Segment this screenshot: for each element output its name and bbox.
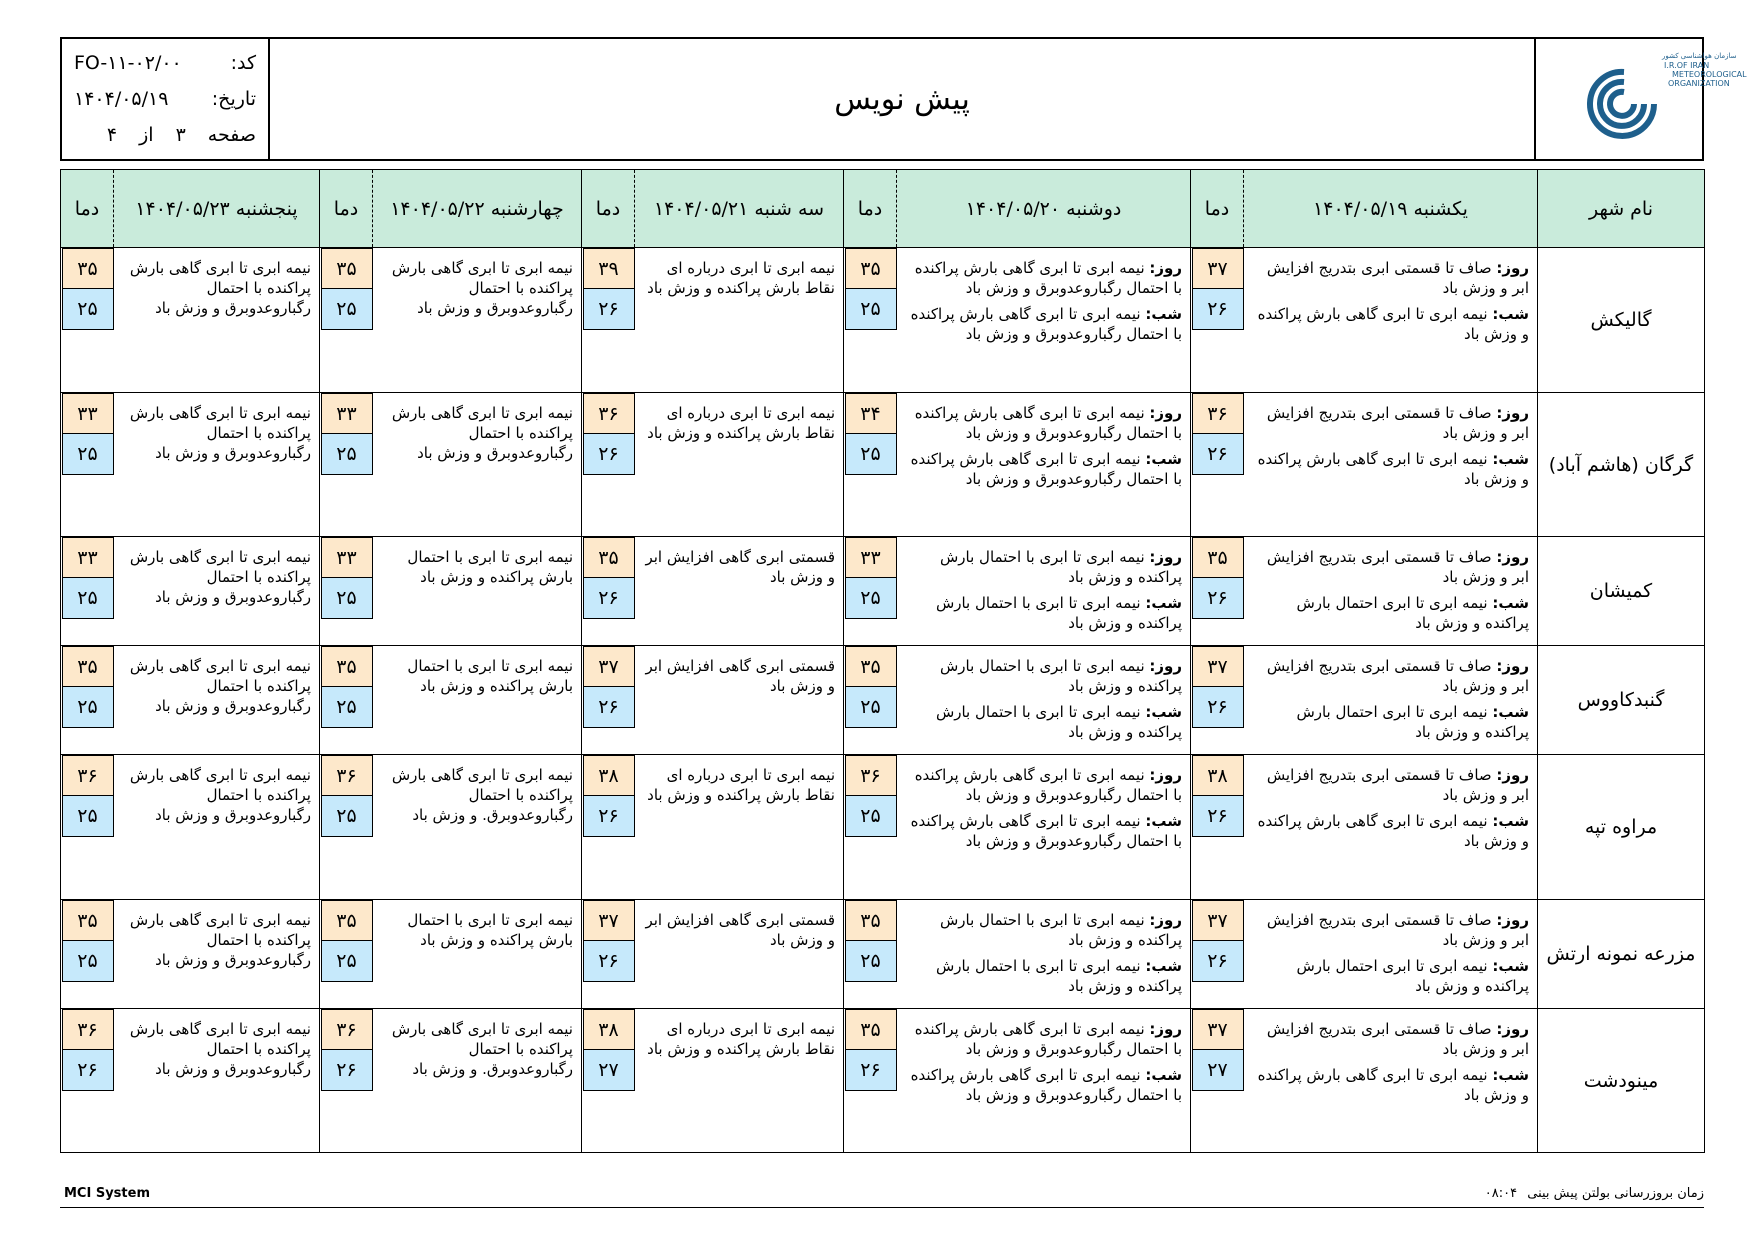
code-label: کد: xyxy=(230,52,256,74)
city-name: کمیشان xyxy=(1538,537,1705,646)
forecast-text: نیمه ابری تا ابری با احتمال بارش پراکنده و وزش باد xyxy=(407,548,573,586)
forecast-condition xyxy=(897,248,1191,393)
max-temperature: ۳۵ xyxy=(321,900,373,941)
temperature-cell xyxy=(61,248,114,393)
night-label: شب: xyxy=(1492,957,1529,975)
document-meta xyxy=(62,39,270,159)
table-header-row xyxy=(61,170,1705,248)
min-temperature: ۲۵ xyxy=(62,941,114,982)
min-temperature: ۲۶ xyxy=(583,941,635,982)
day-text: نیمه ابری تا ابری با احتمال بارش پراکنده و وزش باد xyxy=(939,911,1182,949)
forecast-text: نیمه ابری تا ابری گاهی بارش پراکنده با احتمال رگباروعدوبرق و وزش باد xyxy=(129,548,311,606)
temperature-cell xyxy=(582,755,635,900)
svg-text:I.R.OF IRAN: I.R.OF IRAN xyxy=(1664,61,1710,70)
min-temperature: ۲۶ xyxy=(1192,941,1244,982)
min-temperature: ۲۵ xyxy=(62,687,114,728)
forecast-condition xyxy=(114,537,320,646)
temperature-cell xyxy=(844,646,897,755)
night-label: شب: xyxy=(1492,450,1529,468)
night-text: نیمه ابری تا ابری احتمال بارش پراکنده و وزش باد xyxy=(1296,703,1529,741)
temperature-cell xyxy=(320,755,373,900)
forecast-text: نیمه ابری تا ابری گاهی بارش پراکنده با احتمال رگباروعدوبرق و وزش باد xyxy=(391,404,573,462)
day-label: روز: xyxy=(1496,548,1529,566)
svg-text:سازمان هواشناسی کشور: سازمان هواشناسی کشور xyxy=(1662,52,1737,60)
forecast-text: قسمتی ابری گاهی افزایش ابر و وزش باد xyxy=(645,548,835,586)
temperature-cell xyxy=(582,900,635,1009)
forecast-condition xyxy=(114,646,320,755)
min-temperature: ۲۵ xyxy=(321,578,373,619)
min-temperature: ۲۷ xyxy=(1192,1050,1244,1091)
temperature-cell xyxy=(320,1009,373,1153)
night-text: نیمه ابری تا ابری احتمال بارش پراکنده و وزش باد xyxy=(1296,594,1529,632)
forecast-condition xyxy=(897,646,1191,755)
min-temperature: ۲۶ xyxy=(583,578,635,619)
day-label: روز: xyxy=(1149,404,1182,422)
temperature-cell xyxy=(320,537,373,646)
night-forecast xyxy=(903,956,1183,996)
min-temperature: ۲۵ xyxy=(321,687,373,728)
forecast-condition xyxy=(373,393,582,537)
temperature-cell xyxy=(844,755,897,900)
night-text: نیمه ابری تا ابری گاهی بارش پراکنده و وزش باد xyxy=(1257,812,1529,850)
min-temperature: ۲۷ xyxy=(583,1050,635,1091)
forecast-condition xyxy=(373,248,582,393)
night-forecast xyxy=(1250,811,1530,851)
min-temperature: ۲۵ xyxy=(321,941,373,982)
night-label: شب: xyxy=(1492,703,1529,721)
max-temperature: ۳۸ xyxy=(583,755,635,796)
temperature-cell xyxy=(1191,1009,1244,1153)
day-header: یکشنبه ۱۴۰۴/۰۵/۱۹ xyxy=(1244,170,1538,248)
min-temperature: ۲۶ xyxy=(1192,434,1244,475)
temperature-cell xyxy=(844,393,897,537)
day-header: سه شنبه ۱۴۰۴/۰۵/۲۱ xyxy=(635,170,844,248)
day-header: دوشنبه ۱۴۰۴/۰۵/۲۰ xyxy=(897,170,1191,248)
forecast-condition xyxy=(897,1009,1191,1153)
temp-header: دما xyxy=(582,170,635,248)
day-forecast xyxy=(903,403,1183,443)
forecast-condition xyxy=(373,1009,582,1153)
night-label: شب: xyxy=(1492,594,1529,612)
day-forecast xyxy=(1250,1019,1530,1059)
temperature-cell xyxy=(61,646,114,755)
forecast-text: نیمه ابری تا ابری گاهی بارش پراکنده با احتمال رگباروعدوبرق و وزش باد xyxy=(129,911,311,969)
night-label: شب: xyxy=(1145,594,1182,612)
max-temperature: ۳۶ xyxy=(62,1009,114,1050)
date-label: تاریخ: xyxy=(211,88,256,110)
svg-text:ORGANIZATION: ORGANIZATION xyxy=(1668,79,1730,88)
day-text: صاف تا قسمتی ابری بتدریج افزایش ابر و وزش باد xyxy=(1266,766,1529,804)
forecast-condition xyxy=(114,393,320,537)
min-temperature: ۲۵ xyxy=(845,687,897,728)
max-temperature: ۳۸ xyxy=(1192,755,1244,796)
document-header xyxy=(60,37,1747,161)
meteorological-organization-logo-icon xyxy=(1544,44,1747,154)
day-forecast xyxy=(903,656,1183,696)
update-label: زمان بروزرسانی بولتن پیش بینی xyxy=(1527,1186,1704,1201)
max-temperature: ۳۵ xyxy=(62,248,114,289)
forecast-condition xyxy=(114,248,320,393)
min-temperature: ۲۵ xyxy=(845,941,897,982)
night-forecast xyxy=(1250,449,1530,489)
max-temperature: ۳۷ xyxy=(1192,900,1244,941)
page-total: ۴ xyxy=(106,124,118,146)
max-temperature: ۳۴ xyxy=(845,393,897,434)
page-label: صفحه xyxy=(207,124,256,146)
night-text: نیمه ابری تا ابری گاهی بارش پراکنده و وزش باد xyxy=(1257,450,1529,488)
day-text: صاف تا قسمتی ابری بتدریج افزایش ابر و وزش باد xyxy=(1266,259,1529,297)
max-temperature: ۳۹ xyxy=(583,248,635,289)
day-forecast xyxy=(1250,656,1530,696)
temperature-cell xyxy=(1191,900,1244,1009)
min-temperature: ۲۵ xyxy=(845,578,897,619)
forecast-condition xyxy=(114,900,320,1009)
day-label: روز: xyxy=(1149,766,1182,784)
temperature-cell xyxy=(320,393,373,537)
day-label: روز: xyxy=(1149,911,1182,929)
temperature-cell xyxy=(844,537,897,646)
footer-divider xyxy=(60,1207,1704,1208)
day-label: روز: xyxy=(1149,548,1182,566)
night-text: نیمه ابری تا ابری با احتمال بارش پراکنده و وزش باد xyxy=(935,594,1182,632)
night-forecast xyxy=(903,702,1183,742)
night-text: نیمه ابری تا ابری گاهی بارش پراکنده و وزش باد xyxy=(1257,305,1529,343)
night-label: شب: xyxy=(1145,450,1182,468)
day-label: روز: xyxy=(1496,657,1529,675)
max-temperature: ۳۵ xyxy=(62,646,114,687)
date-value: ۱۴۰۴/۰۵/۱۹ xyxy=(74,88,169,110)
forecast-condition xyxy=(1244,393,1538,537)
night-label: شب: xyxy=(1492,1066,1529,1084)
night-forecast xyxy=(1250,702,1530,742)
day-text: صاف تا قسمتی ابری بتدریج افزایش ابر و وزش باد xyxy=(1266,548,1529,586)
min-temperature: ۲۶ xyxy=(583,687,635,728)
max-temperature: ۳۵ xyxy=(845,1009,897,1050)
max-temperature: ۳۷ xyxy=(1192,646,1244,687)
temperature-cell xyxy=(582,248,635,393)
temperature-cell xyxy=(582,646,635,755)
forecast-text: نیمه ابری تا ابری گاهی بارش پراکنده با احتمال رگباروعدوبرق و وزش باد xyxy=(129,1020,311,1078)
forecast-condition xyxy=(635,537,844,646)
day-text: نیمه ابری تا ابری گاهی بارش پراکنده با احتمال رگباروعدوبرق و وزش باد xyxy=(914,259,1182,297)
forecast-text: نیمه ابری تا ابری گاهی بارش پراکنده با احتمال رگباروعدوبرق و وزش باد xyxy=(129,259,311,317)
min-temperature: ۲۶ xyxy=(1192,796,1244,837)
temperature-cell xyxy=(1191,646,1244,755)
day-forecast xyxy=(903,765,1183,805)
temperature-cell xyxy=(61,900,114,1009)
day-label: روز: xyxy=(1149,259,1182,277)
day-header: چهارشنبه ۱۴۰۴/۰۵/۲۲ xyxy=(373,170,582,248)
temperature-cell xyxy=(61,393,114,537)
forecast-text: نیمه ابری تا ابری گاهی بارش پراکنده با احتمال رگباروعدوبرق و وزش باد xyxy=(391,259,573,317)
day-forecast xyxy=(903,910,1183,950)
min-temperature: ۲۶ xyxy=(583,289,635,330)
city-name: مزرعه نمونه ارتش xyxy=(1538,900,1705,1009)
forecast-condition xyxy=(897,393,1191,537)
min-temperature: ۲۶ xyxy=(583,434,635,475)
day-label: روز: xyxy=(1496,404,1529,422)
max-temperature: ۳۵ xyxy=(845,900,897,941)
day-text: نیمه ابری تا ابری با احتمال بارش پراکنده و وزش باد xyxy=(939,657,1182,695)
min-temperature: ۲۶ xyxy=(1192,289,1244,330)
temperature-cell xyxy=(1191,755,1244,900)
day-label: روز: xyxy=(1149,1020,1182,1038)
max-temperature: ۳۵ xyxy=(321,248,373,289)
city-name: گرگان (هاشم آباد) xyxy=(1538,393,1705,537)
night-label: شب: xyxy=(1145,305,1182,323)
day-forecast xyxy=(1250,403,1530,443)
temperature-cell xyxy=(844,1009,897,1153)
table-row xyxy=(61,248,1705,393)
day-text: صاف تا قسمتی ابری بتدریج افزایش ابر و وزش باد xyxy=(1266,657,1529,695)
temp-header: دما xyxy=(844,170,897,248)
city-column-header: نام شهر xyxy=(1538,170,1705,248)
date-row xyxy=(74,88,256,110)
svg-text:METEOROLOGICAL: METEOROLOGICAL xyxy=(1672,70,1747,79)
night-text: نیمه ابری تا ابری گاهی بارش پراکنده و وزش باد xyxy=(1257,1066,1529,1104)
logo xyxy=(1534,39,1747,159)
day-text: صاف تا قسمتی ابری بتدریج افزایش ابر و وزش باد xyxy=(1266,404,1529,442)
day-label: روز: xyxy=(1496,766,1529,784)
min-temperature: ۲۶ xyxy=(845,1050,897,1091)
max-temperature: ۳۵ xyxy=(321,646,373,687)
temperature-cell xyxy=(61,537,114,646)
forecast-condition xyxy=(635,755,844,900)
max-temperature: ۳۷ xyxy=(583,646,635,687)
system-name: MCI System xyxy=(64,1186,150,1201)
min-temperature: ۲۵ xyxy=(321,796,373,837)
day-text: نیمه ابری تا ابری گاهی بارش پراکنده با احتمال رگباروعدوبرق و وزش باد xyxy=(914,404,1182,442)
day-label: روز: xyxy=(1496,911,1529,929)
table-row xyxy=(61,755,1705,900)
min-temperature: ۲۵ xyxy=(845,434,897,475)
max-temperature: ۳۶ xyxy=(62,755,114,796)
forecast-condition xyxy=(114,1009,320,1153)
day-header: پنجشنبه ۱۴۰۴/۰۵/۲۳ xyxy=(114,170,320,248)
temperature-cell xyxy=(582,393,635,537)
forecast-condition xyxy=(373,755,582,900)
max-temperature: ۳۷ xyxy=(583,900,635,941)
code-row xyxy=(74,52,256,74)
temperature-cell xyxy=(582,1009,635,1153)
forecast-condition xyxy=(114,755,320,900)
min-temperature: ۲۵ xyxy=(321,434,373,475)
night-forecast xyxy=(903,593,1183,633)
day-forecast xyxy=(1250,910,1530,950)
min-temperature: ۲۵ xyxy=(845,796,897,837)
city-name: گنبدکاووس xyxy=(1538,646,1705,755)
night-text: نیمه ابری تا ابری با احتمال بارش پراکنده و وزش باد xyxy=(935,957,1182,995)
night-label: شب: xyxy=(1492,812,1529,830)
forecast-text: نیمه ابری تا ابری درباره ای نقاط بارش پراکنده و وزش باد xyxy=(647,1020,835,1058)
forecast-condition xyxy=(897,755,1191,900)
temp-header: دما xyxy=(61,170,114,248)
night-forecast xyxy=(903,1065,1183,1105)
forecast-condition xyxy=(897,900,1191,1009)
forecast-condition xyxy=(1244,900,1538,1009)
min-temperature: ۲۶ xyxy=(62,1050,114,1091)
temperature-cell xyxy=(1191,393,1244,537)
day-text: نیمه ابری تا ابری با احتمال بارش پراکنده و وزش باد xyxy=(939,548,1182,586)
temperature-cell xyxy=(582,537,635,646)
max-temperature: ۳۳ xyxy=(845,537,897,578)
day-text: صاف تا قسمتی ابری بتدریج افزایش ابر و وزش باد xyxy=(1266,911,1529,949)
max-temperature: ۳۶ xyxy=(1192,393,1244,434)
forecast-condition xyxy=(1244,755,1538,900)
forecast-text: نیمه ابری تا ابری با احتمال بارش پراکنده و وزش باد xyxy=(407,657,573,695)
update-time: ۰۸:۰۴ xyxy=(1484,1186,1518,1201)
day-forecast xyxy=(1250,547,1530,587)
day-text: صاف تا قسمتی ابری بتدریج افزایش ابر و وزش باد xyxy=(1266,1020,1529,1058)
forecast-text: قسمتی ابری گاهی افزایش ابر و وزش باد xyxy=(645,911,835,949)
night-forecast xyxy=(903,811,1183,851)
night-forecast xyxy=(1250,304,1530,344)
city-name: مینودشت xyxy=(1538,1009,1705,1153)
night-text: نیمه ابری تا ابری گاهی بارش پراکنده با احتمال رگباروعدوبرق و وزش باد xyxy=(910,1066,1182,1104)
night-text: نیمه ابری تا ابری با احتمال بارش پراکنده و وزش باد xyxy=(935,703,1182,741)
max-temperature: ۳۵ xyxy=(583,537,635,578)
temperature-cell xyxy=(320,900,373,1009)
max-temperature: ۳۶ xyxy=(321,1009,373,1050)
max-temperature: ۳۶ xyxy=(845,755,897,796)
min-temperature: ۲۶ xyxy=(1192,687,1244,728)
forecast-text: نیمه ابری تا ابری گاهی بارش پراکنده با احتمال رگباروعدوبرق. و وزش باد xyxy=(391,766,573,824)
temp-header: دما xyxy=(320,170,373,248)
forecast-condition xyxy=(897,537,1191,646)
max-temperature: ۳۵ xyxy=(1192,537,1244,578)
forecast-text: نیمه ابری تا ابری گاهی بارش پراکنده با احتمال رگباروعدوبرق و وزش باد xyxy=(129,657,311,715)
min-temperature: ۲۶ xyxy=(583,796,635,837)
max-temperature: ۳۵ xyxy=(845,646,897,687)
day-label: روز: xyxy=(1496,259,1529,277)
forecast-text: نیمه ابری تا ابری درباره ای نقاط بارش پراکنده و وزش باد xyxy=(647,259,835,297)
min-temperature: ۲۶ xyxy=(321,1050,373,1091)
forecast-text: نیمه ابری تا ابری گاهی بارش پراکنده با احتمال رگباروعدوبرق و وزش باد xyxy=(129,404,311,462)
night-text: نیمه ابری تا ابری گاهی بارش پراکنده با احتمال رگباروعدوبرق و وزش باد xyxy=(910,305,1182,343)
forecast-condition xyxy=(373,646,582,755)
page-row xyxy=(74,124,256,146)
min-temperature: ۲۵ xyxy=(62,289,114,330)
forecast-text: نیمه ابری تا ابری گاهی بارش پراکنده با احتمال رگباروعدوبرق. و وزش باد xyxy=(391,1020,573,1078)
max-temperature: ۳۳ xyxy=(62,393,114,434)
city-name: مراوه تپه xyxy=(1538,755,1705,900)
temperature-cell xyxy=(320,646,373,755)
day-forecast xyxy=(1250,258,1530,298)
day-text: نیمه ابری تا ابری گاهی بارش پراکنده با احتمال رگباروعدوبرق و وزش باد xyxy=(914,1020,1182,1058)
max-temperature: ۳۳ xyxy=(62,537,114,578)
day-forecast xyxy=(903,1019,1183,1059)
temperature-cell xyxy=(844,900,897,1009)
forecast-condition xyxy=(635,248,844,393)
forecast-condition xyxy=(1244,646,1538,755)
night-forecast xyxy=(903,304,1183,344)
page-title: پیش نویس xyxy=(834,81,970,117)
forecast-condition xyxy=(373,537,582,646)
max-temperature: ۳۳ xyxy=(321,537,373,578)
table-row xyxy=(61,393,1705,537)
city-name: گالیکش xyxy=(1538,248,1705,393)
max-temperature: ۳۵ xyxy=(62,900,114,941)
night-text: نیمه ابری تا ابری احتمال بارش پراکنده و وزش باد xyxy=(1296,957,1529,995)
night-label: شب: xyxy=(1145,812,1182,830)
min-temperature: ۲۵ xyxy=(62,796,114,837)
night-label: شب: xyxy=(1145,957,1182,975)
table-row xyxy=(61,537,1705,646)
forecast-text: قسمتی ابری گاهی افزایش ابر و وزش باد xyxy=(645,657,835,695)
forecast-table xyxy=(60,169,1705,1153)
forecast-text: نیمه ابری تا ابری درباره ای نقاط بارش پراکنده و وزش باد xyxy=(647,404,835,442)
night-text: نیمه ابری تا ابری گاهی بارش پراکنده با احتمال رگباروعدوبرق و وزش باد xyxy=(910,812,1182,850)
day-text: نیمه ابری تا ابری گاهی بارش پراکنده با احتمال رگباروعدوبرق و وزش باد xyxy=(914,766,1182,804)
forecast-text: نیمه ابری تا ابری درباره ای نقاط بارش پراکنده و وزش باد xyxy=(647,766,835,804)
forecast-condition xyxy=(635,900,844,1009)
min-temperature: ۲۵ xyxy=(321,289,373,330)
temperature-cell xyxy=(61,1009,114,1153)
max-temperature: ۳۵ xyxy=(845,248,897,289)
night-forecast xyxy=(1250,593,1530,633)
forecast-condition xyxy=(373,900,582,1009)
day-forecast xyxy=(903,258,1183,298)
day-label: روز: xyxy=(1496,1020,1529,1038)
night-label: شب: xyxy=(1492,305,1529,323)
max-temperature: ۳۷ xyxy=(1192,248,1244,289)
forecast-condition xyxy=(1244,248,1538,393)
code-value: FO-۱۱-۰۲/۰۰ xyxy=(74,52,182,74)
min-temperature: ۲۵ xyxy=(845,289,897,330)
table-row xyxy=(61,1009,1705,1153)
forecast-condition xyxy=(635,1009,844,1153)
max-temperature: ۳۸ xyxy=(583,1009,635,1050)
forecast-text: نیمه ابری تا ابری با احتمال بارش پراکنده و وزش باد xyxy=(407,911,573,949)
min-temperature: ۲۵ xyxy=(62,578,114,619)
update-info xyxy=(1485,1186,1704,1201)
max-temperature: ۳۶ xyxy=(583,393,635,434)
max-temperature: ۳۶ xyxy=(321,755,373,796)
forecast-text: نیمه ابری تا ابری گاهی بارش پراکنده با احتمال رگباروعدوبرق و وزش باد xyxy=(129,766,311,824)
min-temperature: ۲۶ xyxy=(1192,578,1244,619)
night-text: نیمه ابری تا ابری گاهی بارش پراکنده با احتمال رگباروعدوبرق و وزش باد xyxy=(910,450,1182,488)
temperature-cell xyxy=(1191,537,1244,646)
forecast-condition xyxy=(1244,537,1538,646)
table-row xyxy=(61,646,1705,755)
table-row xyxy=(61,900,1705,1009)
forecast-condition xyxy=(635,646,844,755)
forecast-condition xyxy=(635,393,844,537)
day-forecast xyxy=(903,547,1183,587)
night-forecast xyxy=(903,449,1183,489)
night-label: شب: xyxy=(1145,703,1182,721)
page-current: ۳ xyxy=(175,124,186,146)
night-label: شب: xyxy=(1145,1066,1182,1084)
temp-header: دما xyxy=(1191,170,1244,248)
max-temperature: ۳۳ xyxy=(321,393,373,434)
page-of: از xyxy=(139,124,154,146)
day-label: روز: xyxy=(1149,657,1182,675)
max-temperature: ۳۷ xyxy=(1192,1009,1244,1050)
night-forecast xyxy=(1250,956,1530,996)
temperature-cell xyxy=(320,248,373,393)
day-forecast xyxy=(1250,765,1530,805)
temperature-cell xyxy=(61,755,114,900)
temperature-cell xyxy=(844,248,897,393)
forecast-condition xyxy=(1244,1009,1538,1153)
night-forecast xyxy=(1250,1065,1530,1105)
min-temperature: ۲۵ xyxy=(62,434,114,475)
temperature-cell xyxy=(1191,248,1244,393)
